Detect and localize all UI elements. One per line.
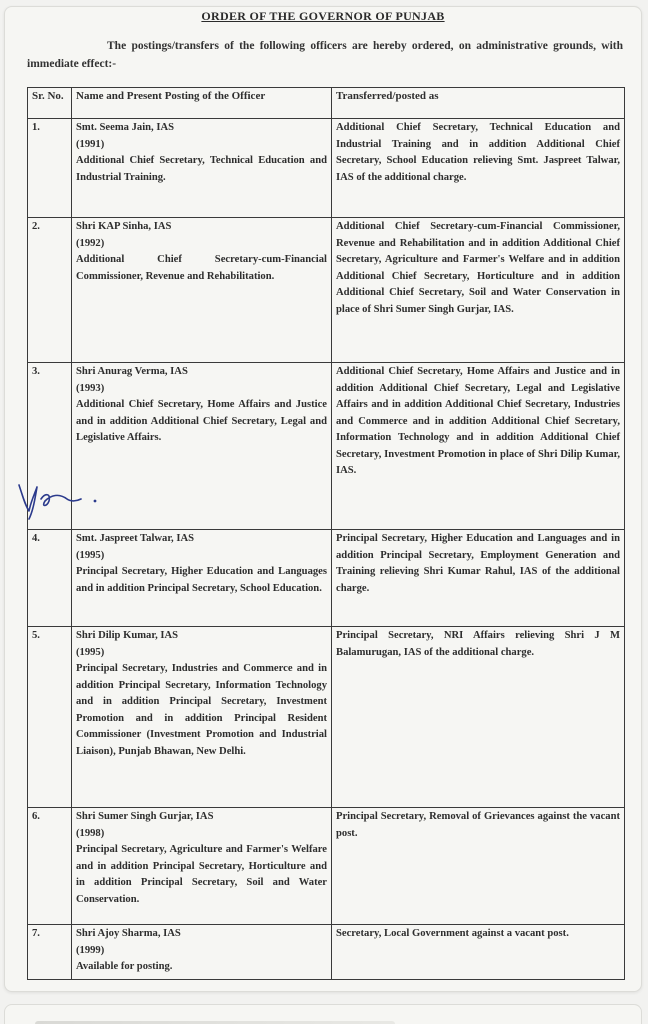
table-row	[28, 218, 625, 363]
officer-name: Shri KAP Sinha, IAS	[76, 221, 172, 232]
table-row	[28, 530, 625, 627]
officer-name: Shri Ajoy Sharma, IAS	[76, 928, 181, 939]
document-card	[4, 6, 642, 992]
officer-batch: (1992)	[76, 237, 105, 249]
officer-name: Shri Sumer Singh Gurjar, IAS	[76, 811, 214, 822]
officer-name: Shri Dilip Kumar, IAS	[76, 630, 179, 641]
posted-as: Secretary, Local Government against a vacant post.	[332, 925, 625, 980]
document-title: ORDER OF THE GOVERNOR OF PUNJAB	[201, 9, 445, 23]
table-header-row	[28, 88, 625, 119]
officer-name: Smt. Seema Jain, IAS	[76, 122, 174, 133]
next-post-card	[4, 1004, 642, 1024]
row-serial: 6.	[28, 808, 72, 925]
row-serial: 3.	[28, 363, 72, 530]
present-posting: Additional Chief Secretary, Home Affairs and Justice and in addition Additional Chief Secretary, Legal and Legislative Affairs.	[76, 399, 327, 443]
officer-cell	[72, 808, 332, 925]
officer-name: Shri Anurag Verma, IAS	[76, 366, 188, 377]
present-posting: Available for posting.	[76, 961, 173, 972]
present-posting: Principal Secretary, Agriculture and Farmer's Welfare and in addition Principal Secretary, Horticulture and in addition Principal Secretary, Soil and Water Conservation.	[76, 844, 327, 905]
table-row	[28, 119, 625, 218]
officer-batch: (1999)	[76, 944, 105, 956]
posted-as: Additional Chief Secretary, Technical Education and Industrial Training and in addition Additional Chief Secretary, School Education relieving Smt. Jaspreet Talwar, IAS of the additional charge.	[332, 119, 625, 218]
intro-paragraph: The postings/transfers of the following officers are hereby ordered, on administrative grounds, with immediate effect:-	[27, 40, 623, 70]
present-posting: Additional Chief Secretary-cum-Financial Commissioner, Revenue and Rehabilitation.	[76, 254, 327, 282]
officer-cell	[72, 925, 332, 980]
row-serial: 4.	[28, 530, 72, 627]
officer-name: Smt. Jaspreet Talwar, IAS	[76, 533, 195, 544]
officer-batch: (1995)	[76, 646, 105, 658]
table-row	[28, 363, 625, 530]
header-name-posting: Name and Present Posting of the Officer	[72, 88, 332, 119]
officer-cell	[72, 363, 332, 530]
row-serial: 2.	[28, 218, 72, 363]
row-serial: 5.	[28, 627, 72, 808]
officer-cell	[72, 627, 332, 808]
present-posting: Additional Chief Secretary, Technical Education and Industrial Training.	[76, 155, 327, 183]
officer-cell	[72, 119, 332, 218]
officer-batch: (1998)	[76, 827, 105, 839]
posted-as: Principal Secretary, NRI Affairs relieving Shri J M Balamurugan, IAS of the additional charge.	[332, 627, 625, 808]
table-row	[28, 627, 625, 808]
posted-as: Additional Chief Secretary, Home Affairs and Justice and in addition Additional Chief Secretary, Legal and Legislative Affairs and in addition Additional Chief Secretary, Industries and Commerce and in addition Additional Chief Secretary, Information Technology and in addition Additional Chief Secretary, Investment Promotion in place of Shri Dilip Kumar, IAS.	[332, 363, 625, 530]
header-transferred: Transferred/posted as	[332, 88, 625, 119]
officer-batch: (1995)	[76, 549, 105, 561]
header-sr-no: Sr. No.	[28, 88, 72, 119]
row-serial: 1.	[28, 119, 72, 218]
posted-as: Additional Chief Secretary-cum-Financial Commissioner, Revenue and Rehabilitation and in addition Additional Chief Secretary, Agriculture and Farmer's Welfare and in addition Additional Chief Secretary, Horticulture and in addition Additional Chief Secretary, Soil and Water Conservation in place of Shri Sumer Singh Gurjar, IAS.	[332, 218, 625, 363]
officer-cell	[72, 218, 332, 363]
table-row	[28, 808, 625, 925]
posted-as: Principal Secretary, Higher Education and Languages and in addition Principal Secretary, Employment Generation and Training relieving Shri Kumar Rahul, IAS of the additional charge.	[332, 530, 625, 627]
officer-batch: (1991)	[76, 138, 105, 150]
row-serial: 7.	[28, 925, 72, 980]
posted-as: Principal Secretary, Removal of Grievances against the vacant post.	[332, 808, 625, 925]
present-posting: Principal Secretary, Higher Education and Languages and in addition Principal Secretary, School Education.	[76, 566, 327, 594]
transfer-table	[27, 87, 625, 980]
officer-cell	[72, 530, 332, 627]
officer-batch: (1993)	[76, 382, 105, 394]
present-posting: Principal Secretary, Industries and Commerce and in addition Principal Secretary, Information Technology and in addition Principal Secretary, Investment Promotion and in addition Principal Resident Commissioner (Investment Promotion and Industrial Liaison), Punjab Bhawan, New Delhi.	[76, 663, 327, 757]
handwritten-signature	[11, 471, 101, 521]
table-row	[28, 925, 625, 980]
